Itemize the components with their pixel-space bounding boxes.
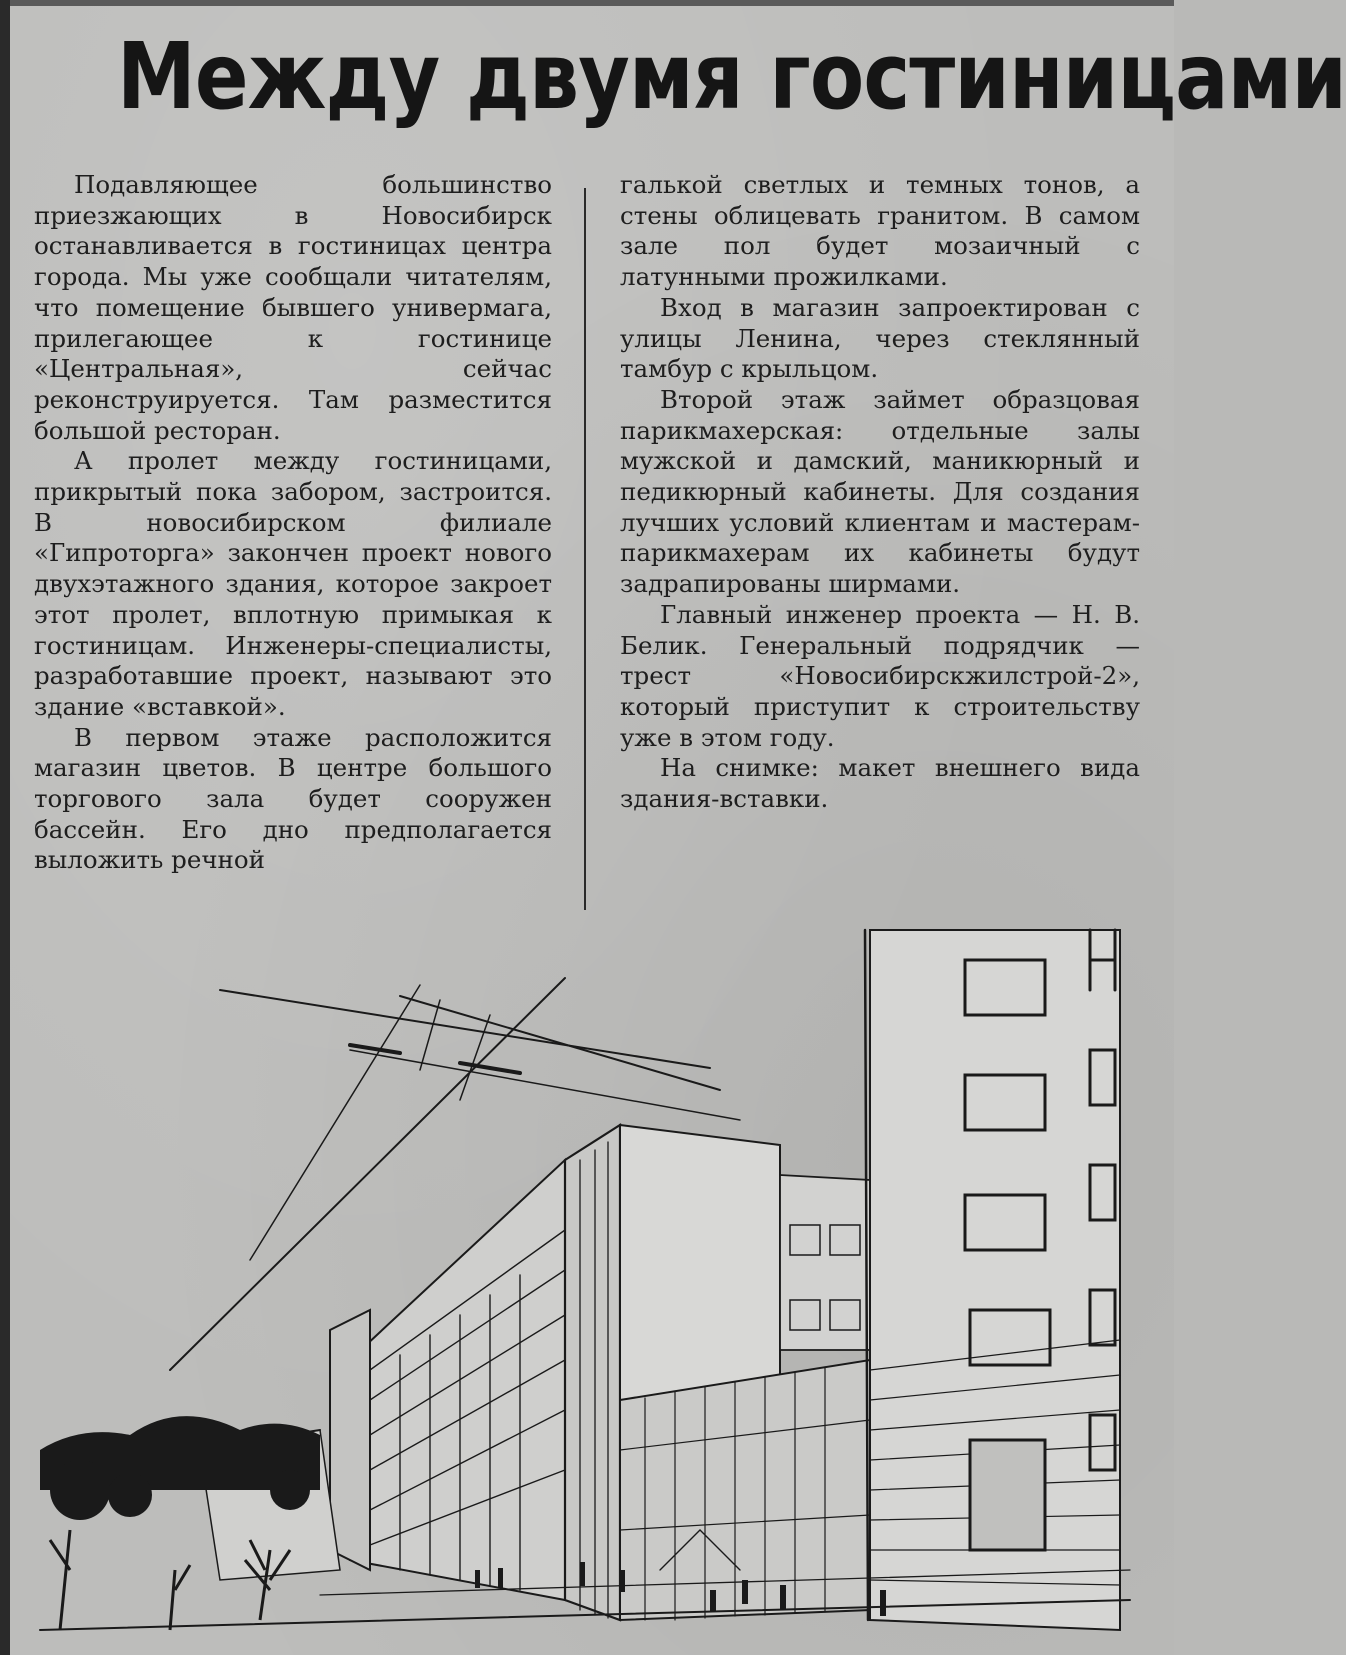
paragraph-5: Второй этаж займет образцовая парикмахерская: отдельные залы мужской и дамский, маникюрный и педикюрный кабинеты. Для создания лучших условий клиентам и мастерам-парикмахерам их кабинеты будут задрапированы ширмами. bbox=[620, 384, 1140, 599]
page-edge-shadow bbox=[0, 0, 10, 1655]
column-divider bbox=[584, 188, 586, 910]
paragraph-1: Подавляющее большинство приезжающих в Новосибирск останавливается в гостиницах центра города. Мы уже сообщали читателям, что помещение бывшего универмага, прилегающее к гостинице «Центральная», сейчас реконструируется. Там разместится большой ресторан. bbox=[34, 170, 552, 445]
building-sketch-svg bbox=[20, 930, 1154, 1645]
article-column-left bbox=[34, 170, 552, 876]
building-sketch-illustration bbox=[20, 930, 1154, 1645]
article-column-right bbox=[620, 170, 1140, 815]
paragraph-2: А пролет между гостиницами, прикрытый пока забором, застроится. В новосибирском филиале «Гипроторга» закончен проект нового двухэтажного здания, которое закроет этот пролет, вплотную примыкая к гостиницам. Инженеры-специалисты, разработавшие проект, называют это здание «вставкой». bbox=[34, 446, 552, 721]
paragraph-4: Вход в магазин запроектирован с улицы Ленина, через стеклянный тамбур с крыльцом. bbox=[620, 292, 1140, 384]
photo-caption: На снимке: макет внешнего вида здания-вставки. bbox=[620, 753, 1140, 814]
paragraph-3-continued: галькой светлых и темных тонов, а стены облицевать гранитом. В самом зале пол будет мозаичный с латунными прожилками. bbox=[620, 170, 1140, 292]
article-headline: Между двумя гостиницами bbox=[117, 23, 1346, 130]
paragraph-3: В первом этаже расположится магазин цветов. В центре большого торгового зала будет сооружен бассейн. Его дно предполагается выложить речной bbox=[34, 722, 552, 875]
paragraph-6: Главный инженер проекта — Н. В. Белик. Генеральный подрядчик — трест «Новосибирскжилстрой-2», который приступит к строительству уже в этом году. bbox=[620, 599, 1140, 752]
top-rule bbox=[10, 0, 1174, 6]
